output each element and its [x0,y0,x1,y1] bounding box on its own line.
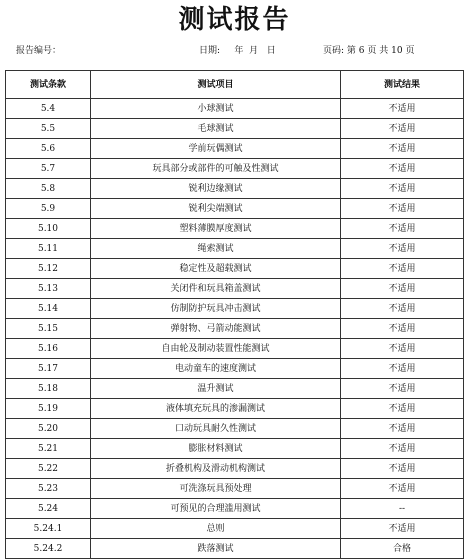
page-label: 页码: 第 [323,46,356,56]
cell-result: 不适用 [341,519,464,539]
cell-test-item: 塑料薄膜厚度测试 [91,219,341,239]
cell-test-item: 仿制防护玩具冲击测试 [91,299,341,319]
cell-result: 不适用 [341,479,464,499]
report-date [199,44,276,58]
cell-result: 不适用 [341,119,464,139]
table-row [6,459,464,479]
table-row [6,479,464,499]
table-row [6,379,464,399]
cell-test-item: 关闭件和玩具箱盖测试 [91,279,341,299]
report-number-label: 报告编号： [16,46,62,56]
cell-clause: 5.23 [6,479,91,499]
table-row [6,139,464,159]
table-header-row [6,71,464,99]
cell-clause: 5.13 [6,279,91,299]
cell-clause: 5.5 [6,119,91,139]
cell-clause: 5.22 [6,459,91,479]
cell-clause: 5.7 [6,159,91,179]
cell-test-item: 稳定性及超载测试 [91,259,341,279]
cell-result: 不适用 [341,419,464,439]
cell-clause: 5.4 [6,99,91,119]
cell-test-item: 膨胀材料测试 [91,439,341,459]
cell-clause: 5.21 [6,439,91,459]
cell-result: 不适用 [341,99,464,119]
header-item: 测试项目 [91,71,341,99]
date-month: 月 [249,46,259,56]
table-row [6,359,464,379]
table-row [6,339,464,359]
cell-clause: 5.8 [6,179,91,199]
table-row [6,199,464,219]
cell-result: 不适用 [341,139,464,159]
date-year: 年 [234,46,244,56]
cell-result: 不适用 [341,359,464,379]
page-unit: 页 [405,46,415,56]
cell-result: 不适用 [341,259,464,279]
cell-test-item: 折叠机构及滑动机构测试 [91,459,341,479]
table-row [6,499,464,519]
cell-result: 不适用 [341,299,464,319]
cell-test-item: 液体填充玩具的渗漏测试 [91,399,341,419]
test-results-table [5,70,464,559]
cell-test-item: 毛球测试 [91,119,341,139]
cell-test-item: 学前玩偶测试 [91,139,341,159]
cell-clause: 5.24.2 [6,539,91,559]
cell-clause: 5.9 [6,199,91,219]
table-row [6,519,464,539]
cell-clause: 5.16 [6,339,91,359]
cell-clause: 5.24.1 [6,519,91,539]
cell-test-item: 电动童车的速度测试 [91,359,341,379]
table-row [6,439,464,459]
cell-test-item: 自由轮及制动装置性能测试 [91,339,341,359]
cell-result: 不适用 [341,319,464,339]
cell-clause: 5.14 [6,299,91,319]
report-meta-line [0,44,469,58]
cell-clause: 5.11 [6,239,91,259]
table-row [6,279,464,299]
cell-test-item: 锐利尖端测试 [91,199,341,219]
header-clause: 测试条款 [6,71,91,99]
cell-clause: 5.10 [6,219,91,239]
page-indicator [323,44,414,58]
table-row [6,419,464,439]
cell-test-item: 可洗涤玩具预处理 [91,479,341,499]
cell-clause: 5.15 [6,319,91,339]
cell-result: 不适用 [341,279,464,299]
cell-result: -- [341,499,464,519]
cell-test-item: 玩具部分或部件的可触及性测试 [91,159,341,179]
cell-test-item: 弹射物、弓箭动能测试 [91,319,341,339]
cell-test-item: 可预见的合理滥用测试 [91,499,341,519]
cell-result: 不适用 [341,159,464,179]
page-total: 10 [391,46,403,56]
table-row [6,99,464,119]
cell-clause: 5.18 [6,379,91,399]
cell-clause: 5.24 [6,499,91,519]
date-label: 日期: [199,46,221,56]
cell-result: 不适用 [341,399,464,419]
table-row [6,299,464,319]
cell-clause: 5.17 [6,359,91,379]
table-row [6,159,464,179]
report-title: 测试报告 [178,5,291,35]
cell-result: 不适用 [341,219,464,239]
table-row [6,239,464,259]
cell-test-item: 总则 [91,519,341,539]
cell-result: 不适用 [341,199,464,219]
date-day: 日 [266,46,276,56]
cell-result: 不适用 [341,379,464,399]
table-body [6,99,464,559]
cell-result: 不适用 [341,439,464,459]
cell-result: 不适用 [341,459,464,479]
cell-clause: 5.20 [6,419,91,439]
cell-clause: 5.12 [6,259,91,279]
cell-result: 不适用 [341,339,464,359]
cell-test-item: 绳索测试 [91,239,341,259]
page-of-label: 页 共 [367,46,389,56]
cell-test-item: 口动玩具耐久性测试 [91,419,341,439]
cell-test-item: 跌落测试 [91,539,341,559]
cell-result: 合格 [341,539,464,559]
table-row [6,219,464,239]
table-row [6,319,464,339]
page-current: 6 [358,46,365,56]
table-row [6,259,464,279]
table-row [6,119,464,139]
cell-clause: 5.19 [6,399,91,419]
cell-clause: 5.6 [6,139,91,159]
table-row [6,399,464,419]
cell-result: 不适用 [341,179,464,199]
cell-result: 不适用 [341,239,464,259]
table-row [6,179,464,199]
cell-test-item: 小球测试 [91,99,341,119]
table-row [6,539,464,559]
header-result: 测试结果 [341,71,464,99]
cell-test-item: 锐利边缘测试 [91,179,341,199]
cell-test-item: 温升测试 [91,379,341,399]
